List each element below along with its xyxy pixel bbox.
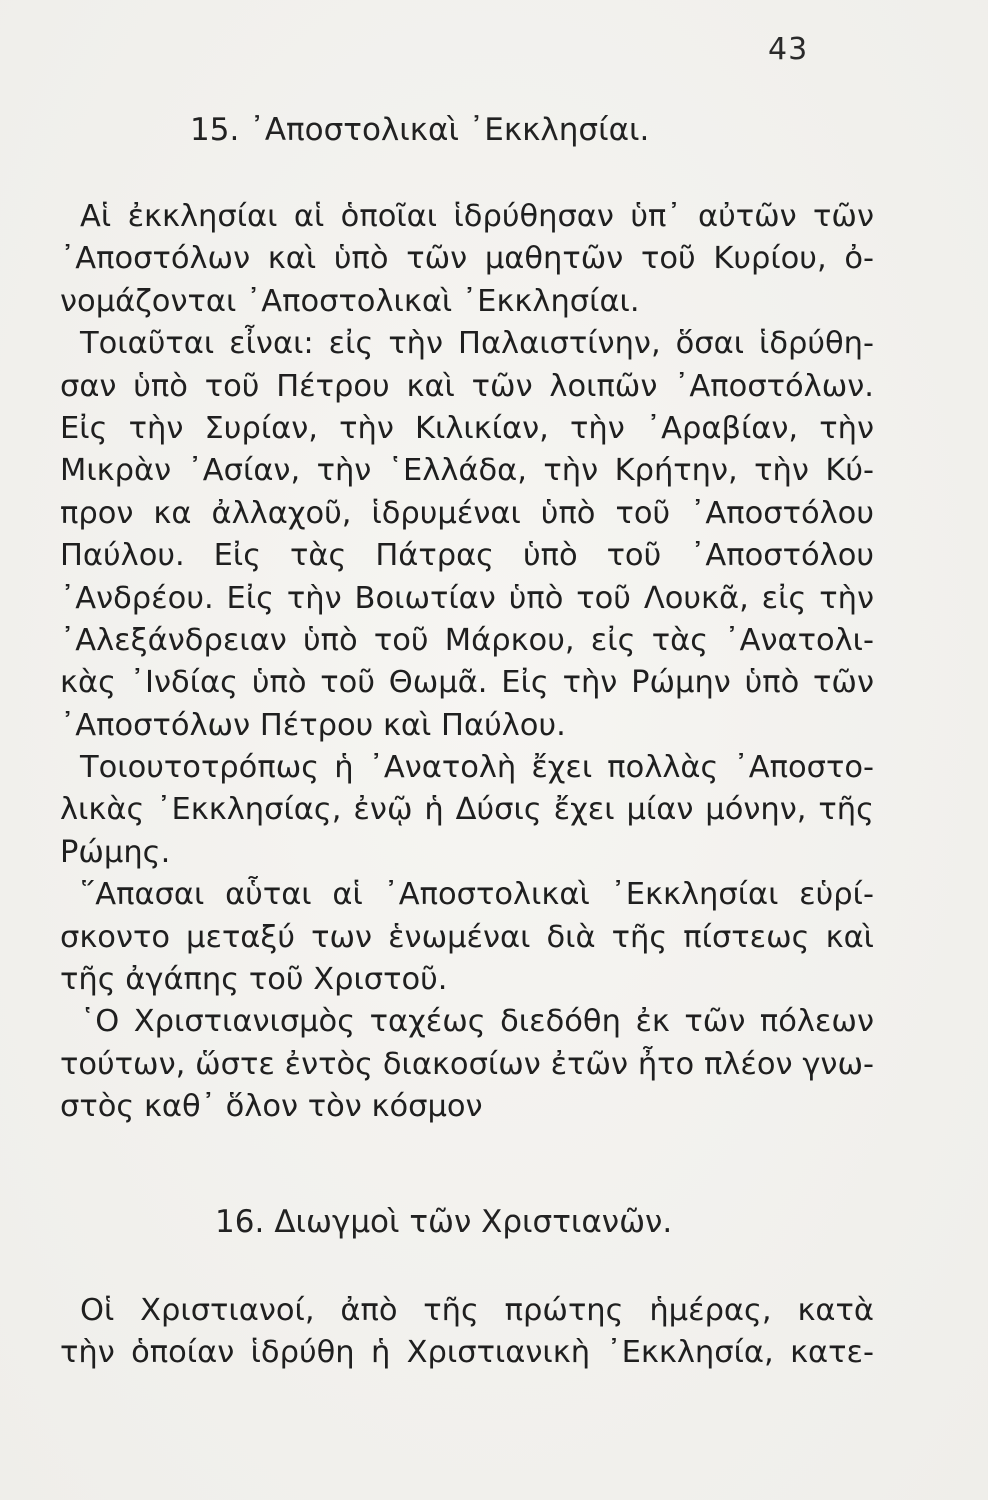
section-16-heading — [215, 1204, 672, 1240]
text-line: Τοιαῦται εἶναι: εἰς τὴν Παλαιστίνην, ὅσαι ἱδρύθη- — [80, 326, 874, 362]
text-line: Εἰς τὴν Συρίαν, τὴν Κιλικίαν, τὴν ᾿Αραβίαν, τὴν — [60, 410, 874, 446]
text-line: στὸς καθ᾿ ὅλον τὸν κόσμον — [60, 1089, 483, 1125]
section-16-number: 16. — [215, 1204, 265, 1240]
section-16-body — [60, 1290, 874, 1375]
text-line: ᾿Ανδρέου. Εἰς τὴν Βοιωτίαν ὑπὸ τοῦ Λουκᾶ, εἰς τὴν — [60, 580, 874, 616]
section-16-title: Διωγμοὶ τῶν Χριστιανῶν. — [274, 1204, 673, 1240]
text-line: Μικρὰν ᾿Ασίαν, τὴν ῾Ελλάδα, τὴν Κρήτην, τὴν Κύ- — [60, 453, 874, 489]
text-line: κὰς ᾿Ινδίας ὑπὸ τοῦ Θωμᾶ. Εἰς τὴν Ρώμην ὑπὸ τῶν — [60, 665, 874, 701]
text-line: νομάζονται ᾿Αποστολικαὶ ᾿Εκκλησίαι. — [60, 283, 640, 319]
text-line: Τοιουτοτρόπως ἡ ᾿Ανατολὴ ἔχει πολλὰς ᾿Αποστο- — [80, 750, 874, 786]
text-line: ᾿Αποστόλων Πέτρου καὶ Παύλου. — [60, 707, 566, 743]
text-line: ῞Απασαι αὗται αἱ ᾿Αποστολικαὶ ᾿Εκκλησίαι εὑρί- — [80, 877, 874, 913]
text-line: ᾿Αποστόλων καὶ ὑπὸ τῶν μαθητῶν τοῦ Κυρίου, ὀ- — [60, 241, 874, 277]
text-line: Οἱ Χριστιανοί, ἀπὸ τῆς πρώτης ἡμέρας, κατὰ — [80, 1293, 874, 1328]
text-line: τῆς ἀγάπης τοῦ Χριστοῦ. — [60, 962, 448, 998]
text-line: τὴν ὁποίαν ἱδρύθη ἡ Χριστιανικὴ ᾿Εκκλησία, κατε- — [60, 1335, 874, 1371]
page-number: 43 — [768, 32, 809, 67]
text-line: Ρώμης. — [60, 834, 171, 870]
text-line: τούτων, ὥστε ἐντὸς διακοσίων ἐτῶν ἦτο πλέον γνω- — [60, 1046, 874, 1082]
text-line: Αἱ ἐκκλησίαι αἱ ὁποῖαι ἱδρύθησαν ὑπ᾿ αὐτῶν τῶν — [80, 199, 874, 234]
section-15-number: 15. — [190, 112, 240, 148]
text-line: λικὰς ᾿Εκκλησίας, ἐνῷ ἡ Δύσις ἔχει μίαν μόνην, τῆς — [60, 792, 874, 828]
text-line: προν κα ἀλλαχοῦ, ἱδρυμέναι ὑπὸ τοῦ ᾿Αποστόλου — [60, 495, 874, 531]
section-15-title: ᾿Αποστολικαὶ ᾿Εκκλησίαι. — [249, 112, 650, 148]
text-line: Παύλου. Εἰς τὰς Πάτρας ὑπὸ τοῦ ᾿Αποστόλου — [60, 538, 874, 574]
text-line: σκοντο μεταξύ των ἑνωμέναι διὰ τῆς πίστεως καὶ — [60, 919, 874, 955]
text-line: σαν ὑπὸ τοῦ Πέτρου καὶ τῶν λοιπῶν ᾿Αποστόλων. — [60, 368, 874, 404]
text-line: ᾿Αλεξάνδρειαν ὑπὸ τοῦ Μάρκου, εἰς τὰς ᾿Ανατολι- — [60, 622, 874, 658]
text-line: ῾Ο Χριστιανισμὸς ταχέως διεδόθη ἐκ τῶν πόλεων — [80, 1004, 874, 1040]
section-15-heading — [190, 112, 649, 148]
section-15-body — [60, 196, 874, 1129]
